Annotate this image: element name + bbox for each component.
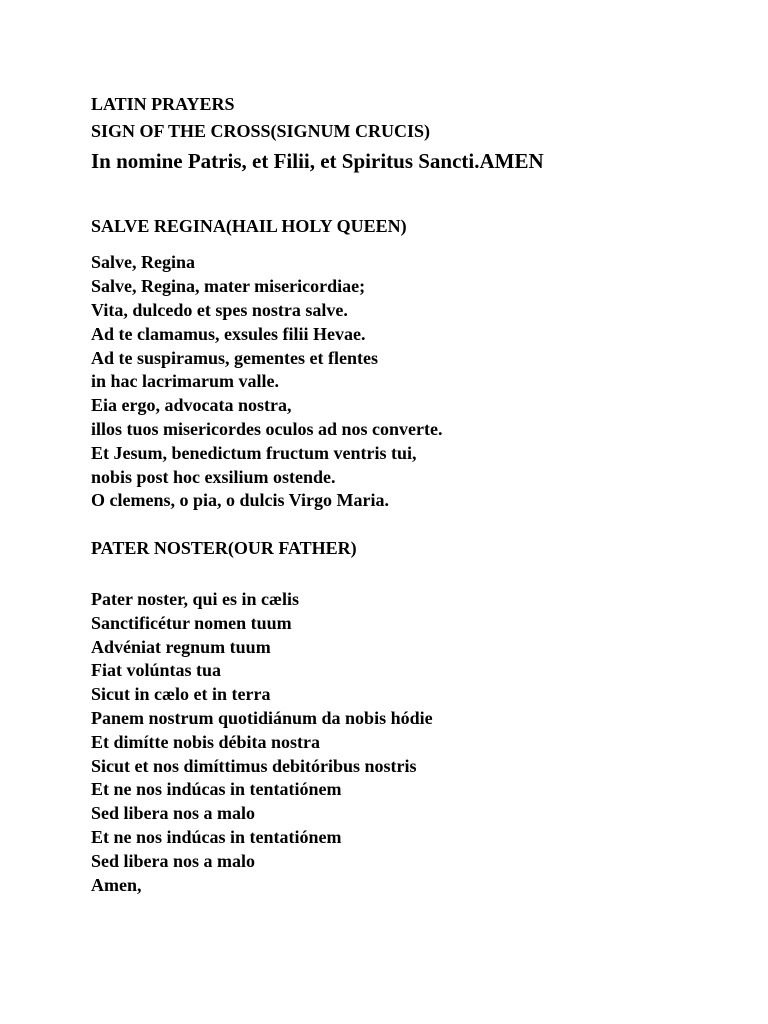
prayer-line: Ad te suspiramus, gementes et flentes [91,347,378,368]
prayer-line: Sed libera nos a malo [91,850,256,871]
prayer-line: Panem nostrum quotidiánum da nobis hódie [91,707,433,728]
prayer-line: illos tuos misericordes oculos ad nos converte. [91,418,443,439]
prayer-line: Et ne nos indúcas in tentatiónem [91,826,342,847]
prayer-line: Sanctificétur nomen tuum [91,612,292,633]
prayer-line: Vita, dulcedo et spes nostra salve. [91,299,348,320]
prayer-line: Amen, [91,874,142,895]
spacer [91,564,731,588]
prayer-line: in hac lacrimarum valle. [91,371,279,392]
prayer-line: Advéniat regnum tuum [91,636,271,657]
prayer-line: Sicut et nos dimíttimus debitóribus nostris [91,755,417,776]
prayer-line: Et Jesum, benedictum fructum ventris tui, [91,442,417,463]
prayer-line: Et ne nos indúcas in tentatiónem [91,779,342,800]
spacer [91,241,731,251]
spacer [91,513,731,537]
pater-noster-heading: PATER NOSTER(OUR FATHER) [91,538,357,559]
sign-of-cross-heading: SIGN OF THE CROSS(SIGNUM CRUCIS) [91,120,431,141]
document-title: LATIN PRAYERS [91,94,235,114]
prayer-line: nobis post hoc exsilium ostende. [91,466,336,487]
prayer-line: Eia ergo, advocata nostra, [91,395,292,416]
prayer-line: Sed libera nos a malo [91,803,256,824]
document-page [91,93,731,897]
prayer-line: O clemens, o pia, o dulcis Virgo Maria. [91,490,389,511]
prayer-line: Salve, Regina, mater misericordiae; [91,276,366,297]
spacer [91,175,731,215]
salve-regina-heading: SALVE REGINA(HAIL HOLY QUEEN) [91,215,407,236]
salve-regina-text [91,251,731,513]
prayer-line: Ad te clamamus, exsules filii Hevae. [91,323,366,344]
prayer-line: Salve, Regina [91,252,196,273]
sign-of-cross-text: In nomine Patris, et Filii, et Spiritus Sancti.AMEN [91,148,544,173]
prayer-line: Et dimítte nobis débita nostra [91,731,321,752]
prayer-line: Fiat volúntas tua [91,660,222,681]
pater-noster-text [91,588,731,897]
prayer-line: Sicut in cælo et in terra [91,684,271,705]
prayer-line: Pater noster, qui es in cælis [91,588,300,609]
